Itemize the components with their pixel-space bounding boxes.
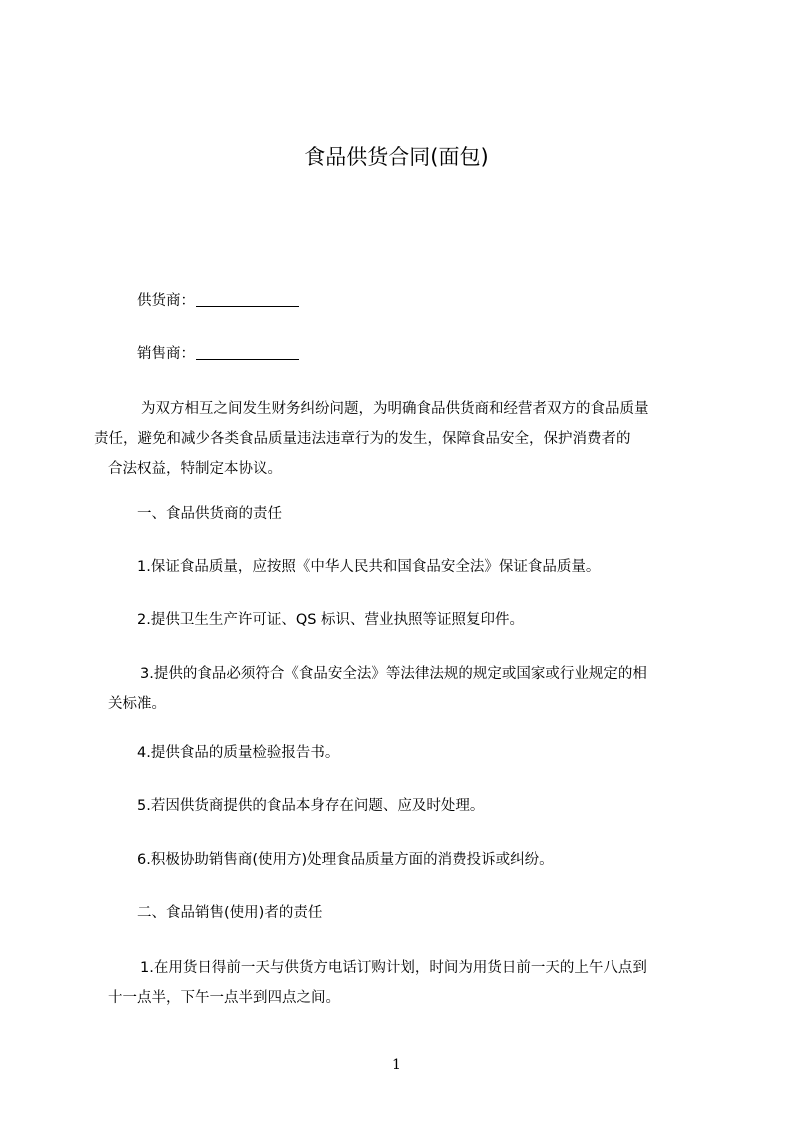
section1-item: 1.保证食品质量，应按照《中华人民共和国食品安全法》保证食品质量。	[137, 559, 601, 575]
intro-line: 合法权益，特制定本协议。	[108, 461, 282, 477]
section1-item: 2.提供卫生生产许可证、QS 标识、营业执照等证照复印件。	[137, 612, 525, 628]
intro-line: 责任，避免和减少各类食品质量违法违章行为的发生，保障食品安全，保护消费者的	[94, 431, 631, 447]
seller-line	[137, 343, 299, 365]
intro-paragraph	[94, 394, 700, 484]
section1-item: 4.提供食品的质量检验报告书。	[137, 745, 340, 761]
page-number: 1	[392, 1057, 401, 1073]
section2-item-1	[108, 953, 700, 1013]
section2-item-line: 十一点半，下午一点半到四点之间。	[108, 990, 340, 1006]
supplier-label: 供货商：	[137, 293, 195, 309]
seller-label: 销售商：	[137, 346, 195, 362]
intro-line: 为双方相互之间发生财务纠纷问题，为明确食品供货商和经营者双方的食品质量	[141, 401, 649, 417]
seller-blank	[196, 345, 299, 360]
section2-heading: 二、食品销售(使用)者的责任	[137, 905, 323, 921]
supplier-line	[137, 290, 299, 312]
section2-item-line: 1.在用货日得前一天与供货方电话订购计划，时间为用货日前一天的上午八点到	[140, 960, 647, 976]
document-title: 食品供货合同(面包)	[304, 145, 489, 169]
section1-heading: 一、食品供货商的责任	[137, 506, 282, 522]
supplier-blank	[196, 292, 299, 307]
section1-item: 5.若因供货商提供的食品本身存在问题、应及时处理。	[137, 798, 485, 814]
section1-item-line: 关标准。	[108, 696, 166, 712]
section1-item: 6.积极协助销售商(使用方)处理食品质量方面的消费投诉或纠纷。	[137, 852, 554, 868]
section1-item-3	[108, 659, 700, 719]
section1-item-line: 3.提供的食品必须符合《食品安全法》等法律法规的规定或国家或行业规定的相	[140, 666, 647, 682]
